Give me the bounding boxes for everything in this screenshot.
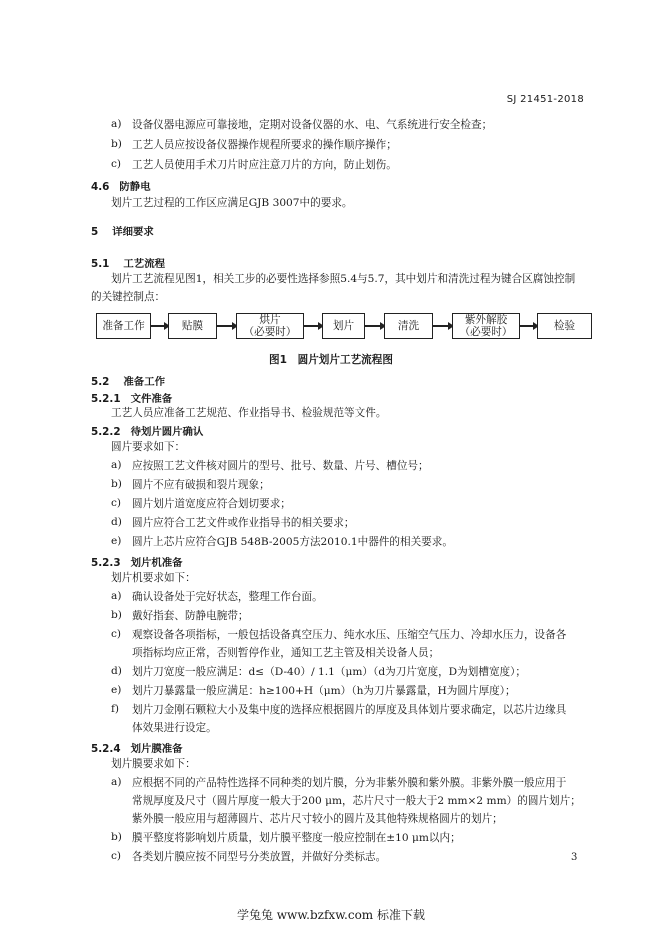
list-item-continued: 紫外膜一般应用与超薄圆片、芯片尺寸较小的圆片及其他特殊规格圆片的划片；	[132, 813, 503, 825]
flow-arrow	[365, 325, 382, 327]
flow-arrow	[433, 325, 450, 327]
list-item-label: b)	[111, 478, 122, 490]
flow-step-dicing: 划片	[322, 313, 365, 339]
paragraph: 的关键控制点：	[91, 291, 166, 303]
list-item-label: e)	[111, 535, 122, 547]
flow-arrow	[304, 325, 320, 327]
paragraph: 划片膜要求如下：	[111, 758, 196, 770]
section-heading	[91, 223, 154, 238]
section-number: 5.2	[91, 376, 110, 388]
section-title: 准备工作	[123, 376, 165, 388]
list-item-label: b)	[111, 609, 122, 621]
flow-step-bake: 烘片 （必要时）	[236, 313, 304, 339]
list-item-continued: 体效果进行设定。	[132, 722, 217, 734]
list-item: 膜平整度将影响划片质量，划片膜平整度一般应控制在±10 μm以内；	[132, 832, 461, 844]
section-heading	[91, 390, 172, 405]
section-number: 5	[91, 226, 99, 238]
paragraph: 圆片要求如下：	[111, 441, 186, 453]
paragraph: 划片工艺过程的工作区应满足GJB 3007中的要求。	[111, 197, 353, 209]
flow-arrow	[151, 325, 166, 327]
standard-number: SJ 21451-2018	[506, 94, 584, 105]
flow-arrow	[217, 325, 234, 327]
flow-step-mount-film: 贴膜	[168, 313, 217, 339]
list-item-continued: 项指标均应正常，否则暂停作业，通知工艺主管及相关设备人员；	[132, 647, 440, 659]
list-item: 圆片划片道宽度应符合划切要求；	[132, 498, 291, 510]
section-number: 4.6	[91, 181, 110, 193]
list-item-label: a)	[111, 118, 122, 130]
list-item: 划片刀宽度一般应满足：d≤（D-40）/ 1.1（μm）（d为刀片宽度，D为划槽宽度）；	[132, 666, 527, 678]
list-item-label: b)	[111, 831, 122, 843]
list-item: 圆片不应有破损和裂片现象；	[132, 479, 270, 491]
list-item: 各类划片膜应按不同型号分类放置，并做好分类标志。	[132, 851, 387, 863]
list-item: 设备仪器电源应可靠接地，定期对设备仪器的水、电、气系统进行安全检查；	[132, 119, 493, 131]
section-number: 5.2.2	[91, 426, 121, 438]
list-item-label: d)	[111, 665, 122, 677]
paragraph: 划片工艺流程见图1，相关工步的必要性选择参照5.4与5.7，其中划片和清洗过程为键合区腐蚀控制	[111, 273, 576, 285]
list-item-label: c)	[111, 497, 122, 509]
list-item: 戴好指套、防静电腕带；	[132, 610, 249, 622]
section-heading	[91, 740, 183, 755]
flow-step-prepare: 准备工作	[96, 313, 151, 339]
section-title: 待划片圆片确认	[130, 426, 204, 438]
list-item-label: a)	[111, 459, 122, 471]
flow-step-cleaning: 清洗	[384, 313, 433, 339]
list-item-label: c)	[111, 628, 122, 640]
list-item-label: b)	[111, 138, 122, 150]
section-number: 5.1	[91, 258, 110, 270]
section-title: 详细要求	[112, 226, 154, 238]
list-item: 观察设备各项指标，一般包括设备真空压力、纯水水压、压缩空气压力、冷却水压力，设备各	[132, 629, 567, 641]
section-title: 划片膜准备	[130, 743, 183, 755]
section-heading	[91, 178, 151, 193]
flow-arrow	[520, 325, 535, 327]
section-heading	[91, 423, 203, 438]
paragraph: 工艺人员应准备工艺规范、作业指导书、检验规范等文件。	[111, 407, 387, 419]
section-title: 防静电	[119, 181, 151, 193]
section-number: 5.2.1	[91, 393, 121, 405]
list-item-label: c)	[111, 158, 122, 170]
list-item-label: a)	[111, 590, 122, 602]
flow-step-uv-release: 紫外解胶 （必要时）	[452, 313, 520, 339]
footer-watermark: 学兔兔 www.bzfxw.com 标准下载	[236, 908, 426, 922]
section-title: 工艺流程	[123, 258, 165, 270]
list-item: 应按照工艺文件核对圆片的型号、批号、数量、片号、槽位号；	[132, 460, 429, 472]
list-item-label: d)	[111, 516, 122, 528]
section-heading	[91, 373, 165, 388]
paragraph: 划片机要求如下：	[111, 572, 196, 584]
list-item-label: a)	[111, 776, 122, 788]
section-title: 文件准备	[130, 393, 173, 405]
list-item-label: f)	[111, 703, 120, 715]
figure-caption: 图1 圆片划片工艺流程图	[269, 354, 393, 366]
section-number: 5.2.3	[91, 557, 121, 569]
list-item: 圆片应符合工艺文件或作业指导书的相关要求；	[132, 517, 355, 529]
section-heading	[91, 554, 183, 569]
list-item: 应根据不同的产品特性选择不同种类的划片膜，分为非紫外膜和紫外膜。非紫外膜一般应用于	[132, 777, 567, 789]
section-number: 5.2.4	[91, 743, 121, 755]
list-item: 划片刀金刚石颗粒大小及集中度的选择应根据圆片的厚度及具体划片要求确定，以芯片边缘具	[132, 704, 567, 716]
section-heading	[91, 255, 165, 270]
list-item: 圆片上芯片应符合GJB 548B-2005方法2010.1中器件的相关要求。	[132, 536, 453, 548]
section-title: 划片机准备	[130, 557, 183, 569]
list-item: 划片刀暴露量一般应满足：h≥100+H（μm）（h为刀片暴露量，H为圆片厚度）；	[132, 685, 516, 697]
list-item-label: c)	[111, 850, 122, 862]
page-number: 3	[571, 852, 578, 863]
list-item-label: e)	[111, 684, 122, 696]
list-item: 工艺人员使用手术刀片时应注意刀片的方向，防止划伤。	[132, 159, 397, 171]
list-item: 工艺人员应按设备仪器操作规程所要求的操作顺序操作；	[132, 139, 397, 151]
list-item-continued: 常规厚度及尺寸（圆片厚度一般大于200 μm，芯片尺寸一般大于2 mm×2 mm）的圆片划片；	[132, 795, 581, 807]
list-item: 确认设备处于完好状态，整理工作台面。	[132, 591, 323, 603]
flow-step-inspection: 检验	[537, 313, 592, 339]
